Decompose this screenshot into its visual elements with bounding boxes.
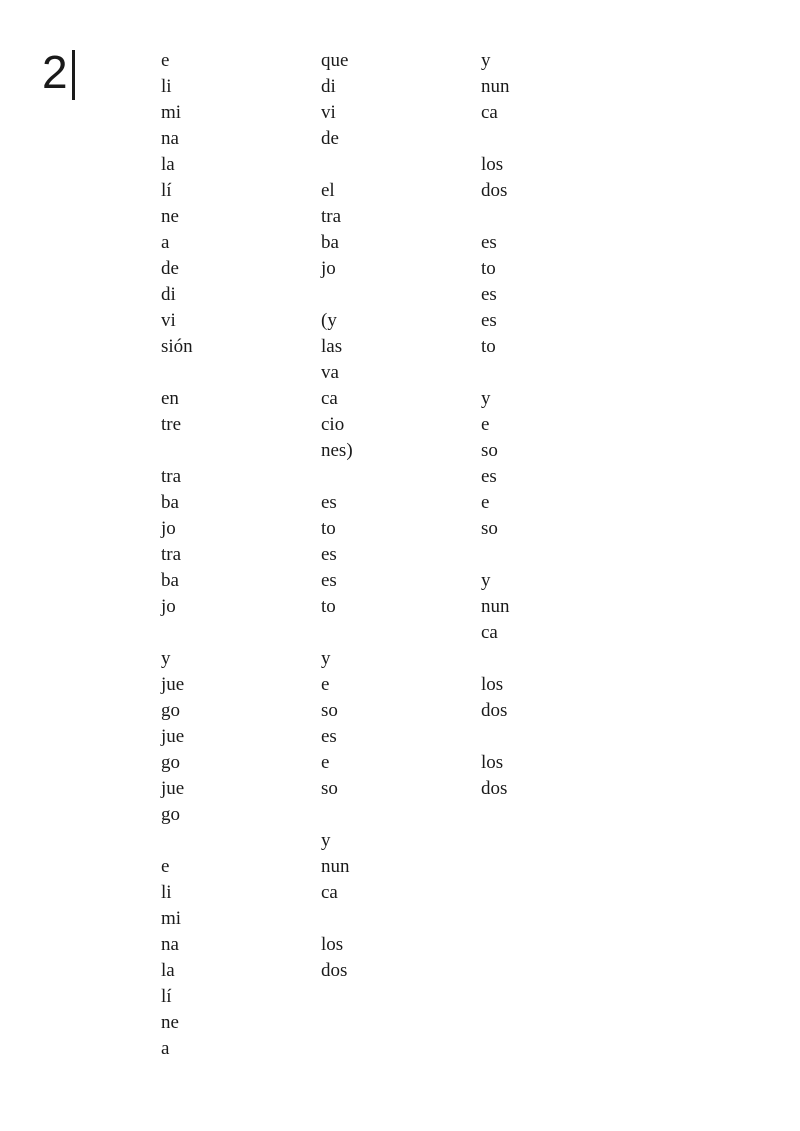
poem-line: so [481, 440, 498, 461]
poem-line: y [321, 648, 331, 669]
poem-line: na [161, 128, 179, 149]
page-number: 2 [42, 46, 68, 98]
poem-line: ba [321, 232, 339, 253]
poem-line: ca [481, 102, 498, 123]
poem-line: los [321, 934, 344, 955]
poem-line: tre [161, 414, 182, 435]
poem-line: ne [161, 206, 179, 227]
poem-line: di [161, 284, 176, 305]
poem-line: vi [321, 102, 336, 123]
poem-line: ca [481, 622, 498, 643]
poem-line: es [321, 570, 337, 591]
poem-line: es [481, 232, 497, 253]
poem-line: lí [161, 986, 172, 1007]
poem-line [161, 828, 193, 854]
poem-line: la [161, 154, 175, 175]
poem-line: las [321, 336, 343, 357]
poem-line: tra [161, 466, 182, 487]
poem-line: ba [161, 570, 179, 591]
poem-line: los [481, 752, 504, 773]
poem-line: e [321, 674, 330, 695]
poem-line: ne [161, 1012, 179, 1033]
poem-line: nun [481, 76, 510, 97]
poem-line: cio [321, 414, 345, 435]
poem-line: es [481, 310, 497, 331]
poem-line: li [161, 882, 172, 903]
poem-line: es [481, 284, 497, 305]
poem-line: to [321, 518, 336, 539]
poem-line: e [481, 492, 490, 513]
poem-line: (y [321, 310, 337, 331]
poem-line: jue [161, 778, 185, 799]
poem-line: y [481, 570, 491, 591]
poem-line: jue [161, 674, 185, 695]
poem-line: e [321, 752, 330, 773]
poem-line: e [161, 50, 170, 71]
poem-line [161, 620, 193, 646]
poem-line [321, 906, 353, 932]
poem-line: sión [161, 336, 193, 357]
poem-line: y [321, 830, 331, 851]
poem-line [161, 360, 193, 386]
poem-line: ba [161, 492, 179, 513]
poem-line: la [161, 960, 175, 981]
poem-line: dos [481, 700, 508, 721]
poem-line: el [321, 180, 335, 201]
page-number-divider [72, 50, 75, 100]
poem-column-2 [321, 48, 353, 984]
poem-line [321, 282, 353, 308]
poem-line: y [161, 648, 171, 669]
poem-line: va [321, 362, 339, 383]
poem-line: nun [321, 856, 350, 877]
poem-line: to [321, 596, 336, 617]
poem-line: es [321, 492, 337, 513]
poem-line [481, 204, 510, 230]
poem-line: so [321, 700, 338, 721]
poem-line [481, 126, 510, 152]
poem-line: e [161, 856, 170, 877]
poem-line: e [481, 414, 490, 435]
poem-line [481, 542, 510, 568]
poem-line: jo [161, 518, 176, 539]
poem-line [481, 646, 510, 672]
poem-line: es [321, 726, 337, 747]
poem-line: tra [321, 206, 342, 227]
poem-line: los [481, 674, 504, 695]
poem-line [481, 724, 510, 750]
poem-line [321, 620, 353, 646]
poem-line: to [481, 258, 496, 279]
poem-line: ca [321, 882, 338, 903]
poem-line: en [161, 388, 179, 409]
poem-line: lí [161, 180, 172, 201]
poem-line: dos [481, 180, 508, 201]
poem-line: es [321, 544, 337, 565]
poem-line: que [321, 50, 349, 71]
poem-line: li [161, 76, 172, 97]
poem-line: so [321, 778, 338, 799]
poem-line: mi [161, 102, 182, 123]
poem-line: vi [161, 310, 176, 331]
poem-line [321, 802, 353, 828]
poem-line: los [481, 154, 504, 175]
poem-line: go [161, 752, 180, 773]
poem-column-3 [481, 48, 510, 802]
poem-line: di [321, 76, 336, 97]
poem-line: jue [161, 726, 185, 747]
poem-line: dos [321, 960, 348, 981]
poem-line: dos [481, 778, 508, 799]
poem-line: a [161, 1038, 170, 1059]
poem-line [321, 152, 353, 178]
poem-line [161, 438, 193, 464]
poem-line: jo [161, 596, 176, 617]
poem-line: mi [161, 908, 182, 929]
poem-line: jo [321, 258, 336, 279]
poem-line: y [481, 50, 491, 71]
poem-line: nes) [321, 440, 353, 461]
poem-line: a [161, 232, 170, 253]
poem-line: na [161, 934, 179, 955]
poem-line: go [161, 700, 180, 721]
poem-line: de [321, 128, 339, 149]
poem-line: go [161, 804, 180, 825]
poem-line: y [481, 388, 491, 409]
poem-line: de [161, 258, 179, 279]
poem-line [481, 360, 510, 386]
poem-line: ca [321, 388, 338, 409]
poem-line: tra [161, 544, 182, 565]
poem-line: so [481, 518, 498, 539]
poem-line: nun [481, 596, 510, 617]
poem-line: es [481, 466, 497, 487]
poem-column-1 [161, 48, 193, 1062]
poem-line: to [481, 336, 496, 357]
poem-line [321, 464, 353, 490]
